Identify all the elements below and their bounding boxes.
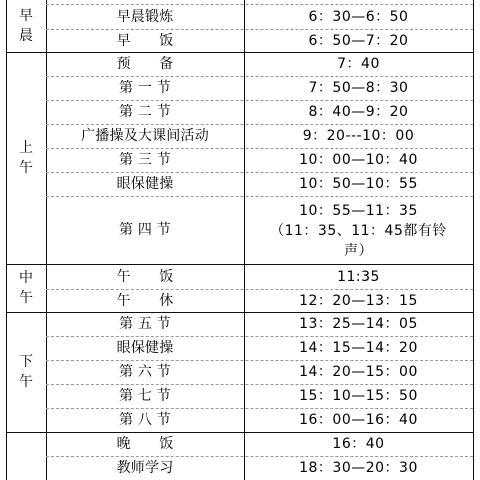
period-time-fourth	[244, 198, 473, 264]
period-name: 第 四 节	[119, 222, 171, 238]
period-name: 第 五 节	[119, 316, 171, 332]
period-time-line: 10：55—11：35	[299, 203, 418, 219]
period-time: 10：50—10：55	[299, 176, 418, 192]
section-label-char: 午	[19, 160, 33, 176]
period-name: 第 三 节	[119, 152, 171, 168]
period-name: 预 备	[116, 56, 174, 72]
grid-line-right	[473, 0, 474, 480]
period-time: 8：40—9：20	[308, 104, 409, 120]
section-label-char: 晨	[19, 28, 33, 44]
section-label-noon	[6, 264, 46, 312]
period-time: 14：20—15：00	[299, 364, 418, 380]
period-time: 15：10—15：50	[299, 388, 418, 404]
period-name: 早晨锻炼	[116, 9, 174, 25]
period-name: 广播操及大课间活动	[81, 128, 209, 144]
period-time: 13：25—14：05	[299, 316, 418, 332]
section-label-char: 下	[19, 354, 33, 370]
section-label-char: 午	[19, 290, 33, 306]
period-name: 教师学习	[116, 460, 174, 476]
period-name: 第 七 节	[119, 388, 171, 404]
period-name: 眼保健操	[116, 176, 174, 192]
period-name: 早 饭	[116, 32, 174, 49]
period-time-line: （11：35、11：45都有铃	[270, 223, 447, 239]
period-name: 第 一 节	[119, 80, 171, 96]
period-name: 午 饭	[116, 268, 174, 285]
period-name: 午 休	[116, 292, 174, 309]
period-name: 晚 饭	[116, 436, 174, 452]
period-name: 第 二 节	[119, 104, 171, 120]
period-time-line: 声）	[344, 243, 373, 259]
section-label-char: 早	[19, 8, 33, 24]
period-time: 18：30—20：30	[299, 460, 418, 476]
section-label-char: 上	[19, 140, 33, 156]
period-name: 第 六 节	[119, 364, 171, 380]
period-time: 11:35	[337, 268, 380, 285]
period-time: 6：30—6：50	[308, 9, 409, 25]
section-label-am	[6, 52, 46, 264]
period-time: 6：50—7：20	[308, 32, 409, 49]
period-time: 16：40	[332, 436, 385, 452]
period-name: 眼保健操	[116, 340, 174, 356]
period-time: 9：20---10：00	[302, 128, 415, 144]
period-time: 10：00—10：40	[299, 152, 418, 168]
period-time: 7：50—8：30	[308, 80, 409, 96]
period-time: 16：00—16：40	[299, 412, 418, 428]
section-label-morning	[6, 0, 46, 52]
period-time: 14：15—14：20	[299, 340, 418, 356]
section-label-char: 中	[19, 270, 33, 286]
period-time: 12：20—13：15	[299, 292, 418, 309]
section-label-char: 午	[19, 374, 33, 390]
period-name: 第 八 节	[119, 412, 171, 428]
period-time: 7：40	[337, 56, 380, 72]
section-label-pm	[6, 312, 46, 432]
